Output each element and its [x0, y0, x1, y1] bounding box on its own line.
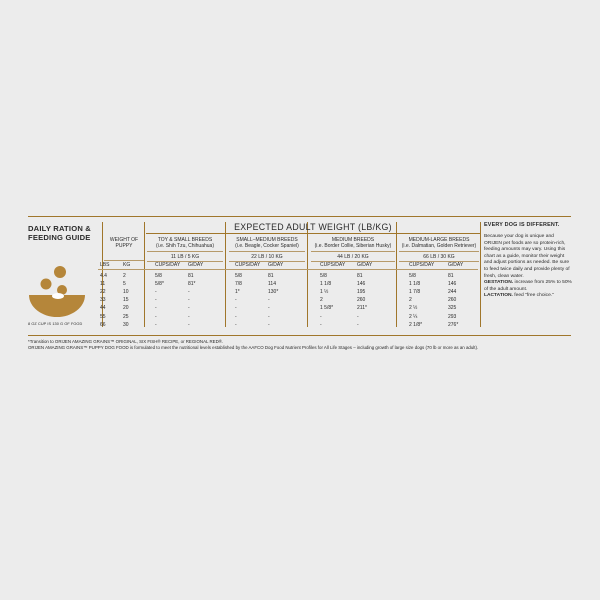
- grams-cell: 146: [448, 281, 457, 288]
- cups-cell: 2 1/8*: [409, 321, 423, 328]
- cups-cell: -: [235, 297, 237, 304]
- breed-group-example: (i.e. Shih Tzu, Chihuahua): [156, 243, 214, 249]
- grams-cell: 260: [448, 297, 457, 304]
- sidebar-heading: EVERY DOG IS DIFFERENT.: [484, 222, 560, 228]
- footnote-transition: *Transition to ORIJEN AMAZING GRAINS™ ORIGINAL, SIX FISH® RECIPE, or REGIONAL RED®.: [28, 339, 224, 344]
- grams-cell: -: [357, 313, 359, 320]
- weight-kg-cell: 10: [123, 289, 129, 296]
- grams-cell: -: [188, 297, 190, 304]
- grams-cell: -: [268, 313, 270, 320]
- cups-cell: 1 1/8: [409, 281, 421, 288]
- weight-kg-cell: 30: [123, 321, 129, 328]
- breed-group-size: 66 LB / 30 KG: [423, 254, 455, 260]
- grams-cell: -: [188, 313, 190, 320]
- lactation-note: LACTATION. feed "free choice.": [484, 293, 554, 299]
- cups-cell: 7/8: [235, 281, 242, 288]
- cups-cell: -: [155, 297, 157, 304]
- sidebar-paragraph: Because your dog is unique and ORIJEN pet foods are so protein-rich, feeding amounts may vary. Using this chart as a guide, monitor their weight and adjust portions as needed. Be sure to feed twice daily and provide plenty of fresh, clean water.: [484, 234, 570, 279]
- breed-group-name: MEDIUM BREEDS: [331, 237, 375, 243]
- grams-cell: 211*: [357, 305, 367, 312]
- group-rule: [399, 251, 479, 252]
- grams-cell: -: [268, 321, 270, 328]
- breed-group-example: (i.e. Dalmatian, Golden Retriever): [401, 243, 477, 249]
- grams-per-day-header: G/DAY: [357, 262, 373, 268]
- weight-separator: [144, 222, 145, 327]
- group-rule: [311, 251, 395, 252]
- cups-per-day-header: CUPS/DAY: [320, 262, 346, 268]
- cups-cell: -: [155, 321, 157, 328]
- grams-cell: 244: [448, 289, 457, 296]
- grams-per-day-header: G/DAY: [188, 262, 204, 268]
- cups-cell: 5/8: [409, 273, 416, 279]
- lbs-header: LBS: [100, 262, 110, 268]
- weight-lbs-cell: 11: [100, 281, 106, 288]
- grams-cell: 130*: [268, 289, 279, 296]
- cups-per-day-header: CUPS/DAY: [155, 262, 181, 268]
- title-rule: [146, 233, 480, 234]
- sidebar-separator: [480, 222, 481, 327]
- grams-cell: -: [188, 289, 190, 296]
- breed-group-size: 44 LB / 20 KG: [337, 254, 369, 260]
- grams-cell: 293: [448, 313, 457, 320]
- breed-group-name: TOY & SMALL BREEDS: [157, 237, 213, 243]
- weight-lbs-cell: 66: [100, 321, 106, 328]
- weight-kg-cell: 25: [123, 313, 129, 320]
- grams-cell: -: [188, 305, 190, 312]
- weight-kg-cell: 2: [123, 273, 126, 279]
- breed-group-name: SMALL–MEDIUM BREEDS: [236, 237, 298, 243]
- cups-cell: 1 5/8*: [320, 305, 334, 312]
- cups-cell: -: [235, 313, 237, 320]
- food-bowl-icon: [28, 264, 88, 324]
- cups-per-day-header: CUPS/DAY: [409, 262, 435, 268]
- cups-cell: 2: [320, 297, 323, 304]
- weight-kg-cell: 20: [123, 305, 129, 312]
- cups-cell: 1*: [235, 289, 240, 296]
- grams-cell: 81: [357, 273, 363, 279]
- cups-cell: 5/8*: [155, 281, 164, 288]
- cups-cell: 2 ¼: [409, 313, 418, 320]
- weight-rule: [104, 260, 144, 261]
- cups-cell: 1 7/8: [409, 289, 421, 296]
- cups-cell: -: [320, 313, 322, 320]
- grams-cell: 325: [448, 305, 457, 312]
- cups-per-day-header: CUPS/DAY: [235, 262, 261, 268]
- grams-per-day-header: G/DAY: [268, 262, 284, 268]
- cups-cell: -: [155, 289, 157, 296]
- feeding-guide-panel: [28, 216, 571, 336]
- weight-lbs-cell: 4.4: [100, 273, 107, 279]
- grams-cell: -: [268, 305, 270, 312]
- bottom-rule: [28, 335, 571, 336]
- header-bottom-rule: [98, 269, 478, 270]
- cups-cell: 5/8: [320, 273, 327, 279]
- grams-cell: 260: [357, 297, 366, 304]
- cups-cell: 1 1/8: [320, 281, 332, 288]
- grams-cell: 146: [357, 281, 366, 288]
- weight-header: WEIGHT OF PUPPY: [109, 237, 139, 249]
- breed-group-example: (i.e. Beagle, Cocker Spaniel): [235, 243, 299, 249]
- grams-cell: 195: [357, 289, 366, 296]
- footnote-aafco: ORIJEN AMAZING GRAINS™ PUPPY DOG FOOD is formulated to meet the nutritional levels established by the AAFCO Dog Food Nutrient Profiles for All Life Stages – including growth of large size dogs (70 lb or more as an adult).: [28, 345, 479, 350]
- cups-cell: -: [320, 321, 322, 328]
- gestation-note: GESTATION. increase from 25% to 50% of the adult amount.: [484, 280, 572, 292]
- weight-lbs-cell: 55: [100, 313, 106, 320]
- cups-cell: -: [235, 321, 237, 328]
- breed-group-name: MEDIUM-LARGE BREEDS: [408, 237, 470, 243]
- cups-cell: 5/8: [235, 273, 242, 279]
- group-rule: [229, 251, 305, 252]
- group-separator-1: [225, 222, 226, 327]
- grams-cell: -: [188, 321, 190, 328]
- main-title: EXPECTED ADULT WEIGHT (LB/KG): [234, 222, 392, 232]
- guide-title: DAILY RATION & FEEDING GUIDE: [28, 224, 91, 242]
- weight-kg-cell: 15: [123, 297, 129, 304]
- weight-lbs-cell: 22: [100, 289, 106, 296]
- cups-cell: -: [235, 305, 237, 312]
- grams-cell: 114: [268, 281, 276, 288]
- cups-cell: 2: [409, 297, 412, 304]
- sidebar-body: [484, 234, 572, 300]
- kg-header: KG: [123, 262, 131, 268]
- weight-kg-cell: 5: [123, 281, 126, 288]
- top-rule: [28, 216, 571, 217]
- grams-cell: 81: [188, 273, 194, 279]
- weight-lbs-cell: 44: [100, 305, 106, 312]
- grams-per-day-header: G/DAY: [448, 262, 464, 268]
- cups-cell: -: [155, 305, 157, 312]
- cups-cell: 2 ½: [409, 305, 418, 312]
- group-separator-3: [396, 222, 397, 327]
- cups-cell: 5/8: [155, 273, 162, 279]
- grams-cell: 276*: [448, 321, 459, 328]
- group-rule: [147, 251, 223, 252]
- breed-group-example: (i.e. Border Collie, Siberian Husky): [314, 243, 392, 249]
- grams-cell: 81*: [188, 281, 196, 288]
- weight-lbs-cell: 33: [100, 297, 106, 304]
- group-separator-2: [307, 222, 308, 327]
- grams-cell: -: [268, 297, 270, 304]
- grams-cell: 81: [448, 273, 454, 279]
- cups-cell: 1 ½: [320, 289, 329, 296]
- breed-group-size: 11 LB / 5 KG: [170, 254, 200, 260]
- grams-cell: 81: [268, 273, 274, 279]
- bowl-caption: 8 OZ CUP IS 130 G OF FOOD: [28, 322, 83, 326]
- cups-cell: -: [155, 313, 157, 320]
- grams-cell: -: [357, 321, 359, 328]
- breed-group-size: 22 LB / 10 KG: [251, 254, 283, 260]
